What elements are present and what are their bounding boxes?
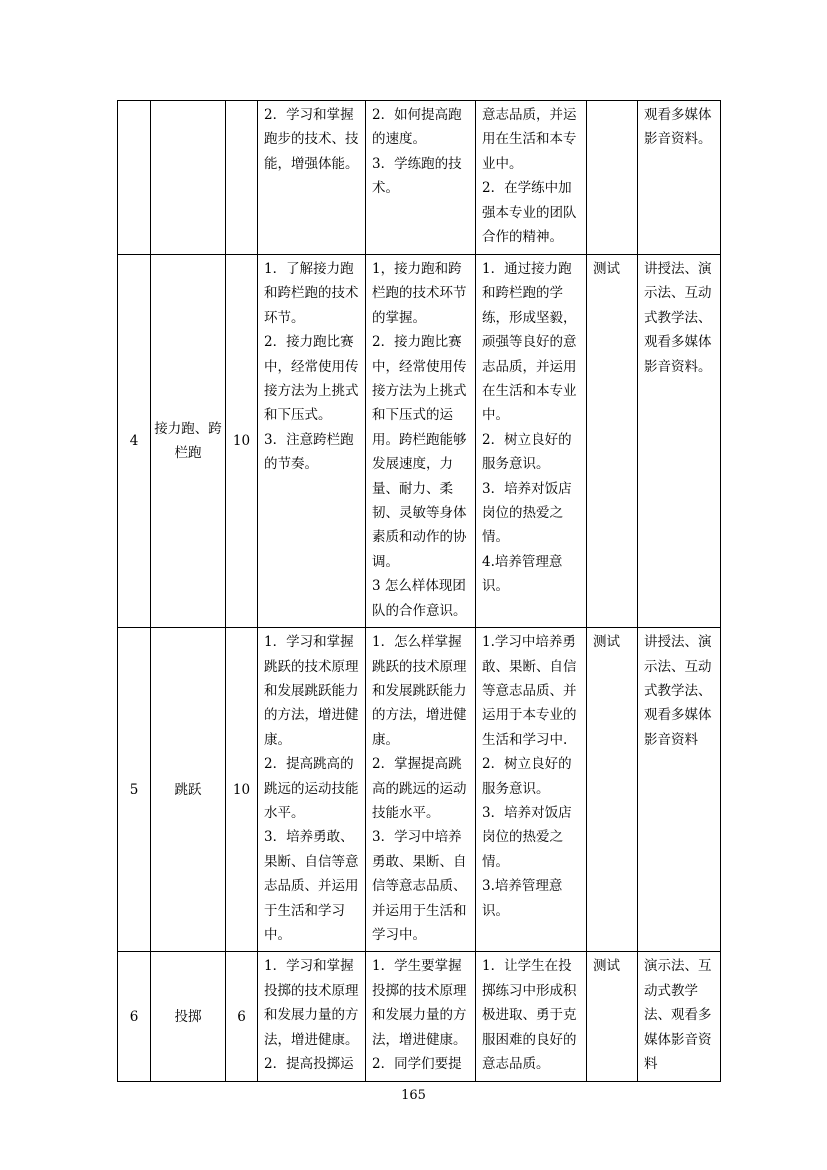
cell-ideology	[476, 952, 587, 1082]
cell-topic: 接力跑、跨栏跑	[151, 255, 226, 628]
text-line: 3．注意跨栏跑的节奏。	[264, 431, 354, 473]
text-line: 3．培养对饭店岗位的热爱之情。	[482, 804, 572, 870]
cell-objectives	[258, 101, 366, 255]
cell-objectives	[258, 255, 366, 628]
text-line: 3．培养对饭店岗位的热爱之情。	[482, 480, 572, 546]
syllabus-table	[117, 100, 721, 1082]
cell-assessment	[587, 101, 638, 255]
text-line: 1．学习和掌握投掷的技术原理和发展力量的方法，增进健康。	[264, 958, 359, 1048]
cell-hours: 10	[226, 255, 258, 628]
cell-keypoints	[366, 628, 476, 952]
text-line: 3．培养勇敢、果断、自信等意志品质、并运用于生活和学习中。	[264, 829, 359, 943]
cell-no: 6	[118, 952, 151, 1082]
cell-methods: 观看多媒体影音资料。	[638, 101, 721, 255]
text-line: 1．了解接力跑和跨栏跑的技术环节。	[264, 261, 359, 326]
text-line: 3 怎么样体现团队的合作意识。	[372, 578, 467, 619]
text-line: 2．提高投掷运	[264, 1056, 354, 1072]
text-line: 意志品质，并运用在生活和本专业中。	[482, 107, 577, 172]
cell-objectives	[258, 628, 366, 952]
text-line: 2．提高跳高的跳远的运动技能水平。	[264, 756, 359, 821]
table-row	[118, 255, 721, 628]
cell-keypoints	[366, 101, 476, 255]
text-line: 2．树立良好的服务意识。	[482, 431, 572, 473]
text-line: 4.培养管理意识。	[482, 553, 563, 595]
table-row	[118, 952, 721, 1082]
page-number: 165	[401, 1088, 426, 1103]
text-line: 3.培养管理意识。	[482, 878, 563, 919]
text-line: 3．学习中培养勇敢、果断、自信等意志品质、并运用于生活和学习中。	[372, 829, 467, 943]
cell-topic	[151, 101, 226, 255]
text-line: 2．同学们要提	[372, 1056, 462, 1072]
cell-assessment: 测试	[587, 628, 638, 952]
text-line: 2．接力跑比赛中，经常使用传接方法为上挑式和下压式。	[264, 334, 359, 424]
cell-hours: 6	[226, 952, 258, 1082]
cell-ideology	[476, 255, 587, 628]
text-line: 3．学练跑的技术。	[372, 155, 462, 197]
syllabus-body	[118, 101, 721, 1082]
text-line: 2．接力跑比赛中，经常使用传接方法为上挑式和下压式的运用。跨栏跑能够发展速度，力量、耐力、柔韧、灵敏等身体素质和动作的协调。	[372, 334, 467, 570]
cell-ideology	[476, 101, 587, 255]
cell-methods: 讲授法、演示法、互动式教学法、观看多媒体影音资料	[638, 628, 721, 952]
text-line: 1．怎么样掌握跳跃的技术原理和发展跳跃能力的方法，增进健康。	[372, 634, 467, 748]
cell-keypoints	[366, 255, 476, 628]
text-line: 2．如何提高跑的速度。	[372, 107, 462, 148]
cell-topic: 投掷	[151, 952, 226, 1082]
cell-assessment: 测试	[587, 255, 638, 628]
cell-keypoints	[366, 952, 476, 1082]
cell-no	[118, 101, 151, 255]
text-line: 1.学习中培养勇敢、果断、自信等意志品质、并运用于本专业的生活和学习中.	[482, 634, 577, 748]
text-line: 1．学生要掌握投掷的技术原理和发展力量的方法，增进健康。	[372, 958, 467, 1048]
text-line: 1．通过接力跑和跨栏跑的学练，形成坚毅，顽强等良好的意志品质，并运用在生活和本专业中。	[482, 261, 577, 424]
cell-no: 5	[118, 628, 151, 952]
cell-objectives	[258, 952, 366, 1082]
text-line: 2．树立良好的服务意识。	[482, 756, 572, 797]
cell-ideology	[476, 628, 587, 952]
cell-topic: 跳跃	[151, 628, 226, 952]
table-row	[118, 628, 721, 952]
cell-methods: 演示法、互动式教学法、观看多媒体影音资料	[638, 952, 721, 1082]
cell-assessment: 测试	[587, 952, 638, 1082]
cell-hours: 10	[226, 628, 258, 952]
text-line: 2．学习和掌握跑步的技术、技能，增强体能。	[264, 107, 359, 172]
table-row	[118, 101, 721, 255]
text-line: 1．让学生在投掷练习中形成积极进取、勇于克服困难的良好的意志品质。	[482, 958, 577, 1072]
cell-no: 4	[118, 255, 151, 628]
cell-methods: 讲授法、演示法、互动式教学法、观看多媒体影音资料。	[638, 255, 721, 628]
text-line: 2．掌握提高跳高的跳远的运动技能水平。	[372, 756, 467, 821]
text-line: 2．在学练中加强本专业的团队合作的精神。	[482, 180, 577, 246]
text-line: 1．学习和掌握跳跃的技术原理和发展跳跃能力的方法，增进健康。	[264, 634, 359, 748]
cell-hours	[226, 101, 258, 255]
text-line: 1，接力跑和跨栏跑的技术环节的掌握。	[372, 261, 467, 326]
